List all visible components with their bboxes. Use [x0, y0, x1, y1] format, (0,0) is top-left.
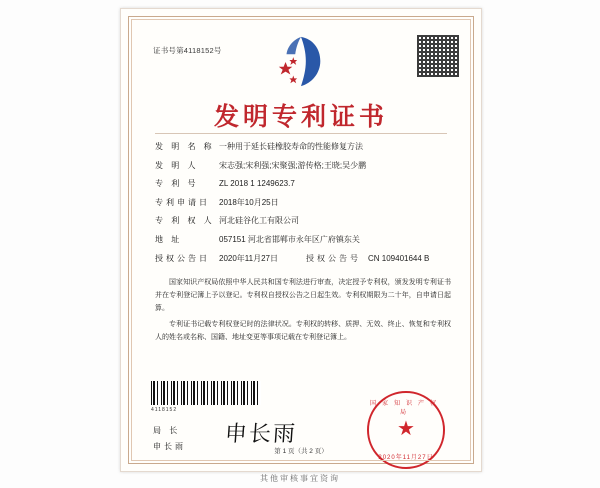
barcode-number: 4118152: [151, 407, 178, 413]
field-label: 地 址: [155, 234, 183, 244]
signature: 申长雨: [223, 422, 298, 447]
star-icon: ★: [397, 418, 415, 440]
field-row: [155, 215, 451, 227]
grant-date-value: 2020年11月27日: [219, 253, 278, 263]
field-value: ZL 2018 1 1249623.7: [219, 179, 295, 189]
field-row: [155, 234, 451, 246]
field-label: 专 利 号: [155, 179, 199, 189]
document-title: 发明专利证书: [213, 102, 388, 131]
certificate-sheet: [120, 8, 482, 472]
image-caption: 其他审核事宜资询: [260, 474, 340, 483]
barcode-icon: [151, 381, 261, 405]
qr-code-icon: [417, 35, 459, 77]
certificate-number: 证书号第4118152号: [153, 46, 222, 55]
legal-text: [155, 277, 451, 348]
legal-paragraph-1: 国家知识产权局依照中华人民共和国专利法进行审查，决定授予专利权，颁发发明专利证书并在专利登记簿上予以登记。专利权自授权公告之日起生效。专利权期限为二十年，自申请日起算。: [155, 279, 451, 312]
field-list: [155, 141, 451, 271]
field-label: 专利申请日: [155, 197, 210, 207]
field-label: 发 明 人: [155, 160, 199, 170]
grant-row: [155, 253, 451, 265]
field-value: 057151 河北省邯郸市永年区广府镇东关: [219, 234, 360, 244]
field-label: 专 利 权 人: [155, 216, 215, 226]
director-name-label: 申长雨: [153, 442, 186, 451]
field-row: [155, 197, 451, 209]
field-label: 发 明 名 称: [155, 142, 215, 151]
patent-office-logo-icon: [272, 33, 330, 89]
seal-date: 2020年11月27日: [378, 455, 434, 461]
field-row: [155, 160, 451, 172]
field-value: 一种用于延长硅橡胶寿命的性能修复方法: [219, 142, 363, 151]
official-seal: [367, 391, 445, 469]
field-value: 河北硅谷化工有限公司: [219, 216, 299, 226]
title-divider: [155, 133, 447, 134]
grant-number-label: 授权公告号: [306, 253, 361, 263]
page-footer: 第 1 页（共 2 页）: [274, 448, 328, 455]
field-value: 2018年10月25日: [219, 197, 279, 207]
director-label: 局 长: [153, 426, 181, 435]
grant-date-label: 授权公告日: [155, 253, 210, 263]
legal-paragraph-2: 专利证书记载专利权登记时的法律状况。专利权的转移、质押、无效、终止、恢复和专利权人的姓名或名称、国籍、地址变更等事项记载在专利登记簿上。: [155, 320, 451, 341]
field-row: [155, 141, 451, 153]
seal-top-text: 国家知识产权局: [369, 401, 442, 416]
grant-number-value: CN 109401644 B: [368, 253, 430, 263]
field-value: 宋志强;宋利强;宋聚强;游传格;王晓;吴少鹏: [219, 160, 367, 170]
field-row: [155, 178, 451, 190]
